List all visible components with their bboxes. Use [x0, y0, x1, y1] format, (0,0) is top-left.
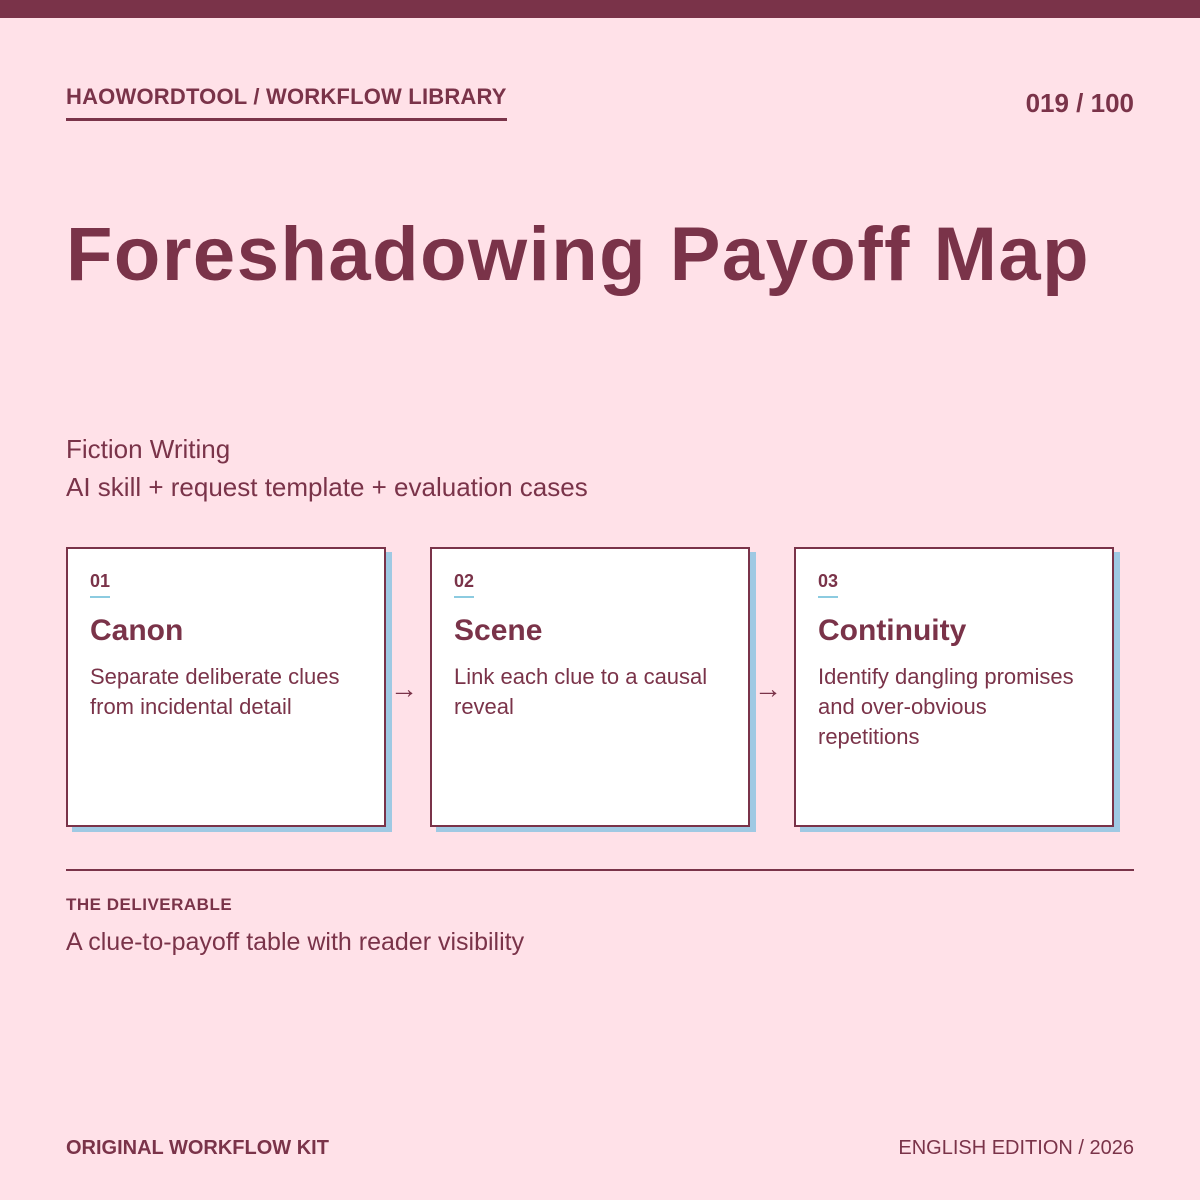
step-card-continuity: [794, 547, 1114, 827]
footer-kit-label: ORIGINAL WORKFLOW KIT: [66, 1137, 329, 1159]
step-description: Identify dangling promises and over-obvious repetitions: [818, 664, 1074, 749]
footer-edition-label: ENGLISH EDITION / 2026: [898, 1137, 1134, 1159]
category-label: Fiction Writing: [66, 434, 231, 464]
step-number: 01: [90, 571, 110, 598]
step-description: Link each clue to a causal reveal: [454, 664, 708, 719]
section-divider: [66, 869, 1134, 871]
step-title: Continuity: [818, 614, 967, 647]
step-description: Separate deliberate clues from incidental detail: [90, 664, 340, 719]
page-counter: 019 / 100: [1025, 88, 1134, 118]
top-accent-bar: [0, 0, 1200, 18]
page-title: Foreshadowing Payoff Map: [66, 212, 1091, 297]
kit-contents-label: AI skill + request template + evaluation cases: [66, 472, 588, 502]
deliverable-text: A clue-to-payoff table with reader visibility: [66, 928, 525, 956]
step-title: Scene: [454, 614, 543, 647]
step-title: Canon: [90, 614, 184, 647]
library-breadcrumb: HAOWORDTOOL / WORKFLOW LIBRARY: [66, 84, 507, 121]
right-arrow-icon: →: [754, 673, 782, 704]
step-number: 02: [454, 571, 474, 598]
deliverable-label: THE DELIVERABLE: [66, 895, 233, 914]
right-arrow-icon: →: [390, 673, 418, 704]
step-number: 03: [818, 571, 838, 598]
step-card-scene: [430, 547, 750, 827]
step-card-canon: [66, 547, 386, 827]
